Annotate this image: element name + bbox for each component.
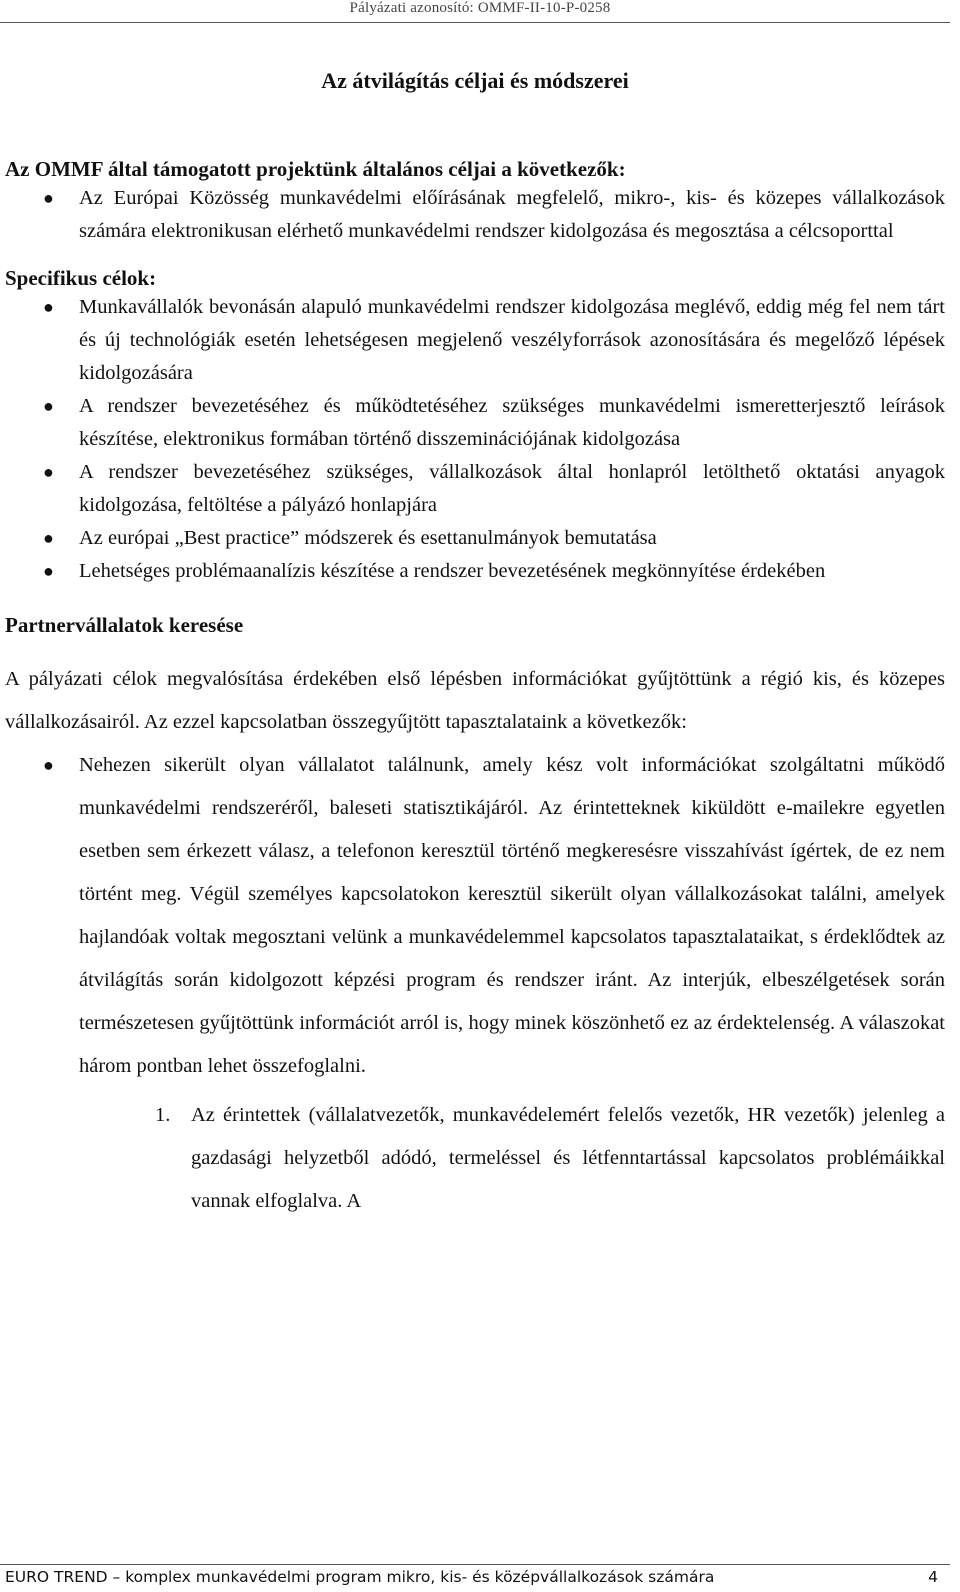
partner-search-heading: Partnervállalatok keresése	[5, 613, 244, 637]
bullet-icon: ●	[43, 297, 54, 317]
partner-findings-list	[5, 744, 945, 1088]
bullet-icon: ●	[43, 561, 54, 581]
list-item: ● Munkavállalók bevonásán alapuló munkavédelmi rendszer kidolgozása meglévő, eddig még fel nem tárt és új technológiák esetén lehetségesen megjelenő veszélyforrások azonosítására és megelőző lépések kidolgozására	[5, 291, 945, 390]
numbered-list	[5, 1094, 945, 1223]
bullet-icon: ●	[43, 396, 54, 416]
header-divider	[0, 22, 950, 23]
document-title: Az átvilágítás céljai és módszerei	[321, 68, 629, 93]
partner-intro-paragraph: A pályázati célok megvalósítása érdekében első lépésben információkat gyűjtöttünk a régió kis, és közepes vállalkozásairól. Az ezzel kapcsolatban összegyűjtött tapasztalataink a következők:	[5, 668, 945, 733]
page-number: 4	[928, 1568, 938, 1586]
bullet-icon: ●	[43, 462, 54, 482]
general-goals-list	[5, 182, 945, 248]
bullet-icon: ●	[43, 188, 54, 208]
item-number: 1.	[155, 1104, 171, 1126]
general-goals-heading: Az OMMF által támogatott projektünk általános céljai a következők:	[5, 157, 626, 181]
project-id: Pályázati azonosító: OMMF-II-10-P-0258	[349, 0, 611, 16]
page-footer	[0, 1564, 960, 1592]
list-item: ● Nehezen sikerült olyan vállalatot találnunk, amely kész volt információkat szolgáltatni működő munkavédelmi rendszeréről, baleseti statisztikájáról. Az érintetteknek kiküldött e-mailekre egyetlen esetben sem érkezett válasz, a telefonon keresztül történő megkeresésre visszahívást ígértek, de ez nem történt meg. Végül személyes kapcsolatokon keresztül sikerült olyan vállalkozásokat találni, amelyek hajlandóak voltak megosztani velünk a munkavédelemmel kapcsolatos tapasztalataikat, s érdeklődtek az átvilágítás során kidolgozott képzési program és rendszer iránt. Az interjúk, elbeszélgetések során természetesen gyűjtöttünk információt arról is, hogy minek köszönhető ez az érdektelenség. A válaszokat három pontban lehet összefoglalni.	[5, 744, 945, 1088]
specific-goals-list	[5, 291, 945, 588]
document-body	[5, 68, 945, 1223]
list-item: ● A rendszer bevezetéséhez szükséges, vállalkozások által honlapról letölthető oktatási anyagok kidolgozása, feltöltése a pályázó honlapjára	[5, 456, 945, 522]
bullet-icon: ●	[43, 528, 54, 548]
list-item: ● Az Európai Közösség munkavédelmi előírásának megfelelő, mikro-, kis- és közepes vállalkozások számára elektronikusan elérhető munkavédelmi rendszer kidolgozása és megosztása a célcsoporttal	[5, 182, 945, 248]
list-item: ● Az európai „Best practice” módszerek és esettanulmányok bemutatása	[5, 522, 945, 555]
numbered-item: 1. Az érintettek (vállalatvezetők, munkavédelemért felelős vezetők, HR vezetők) jelenleg a gazdasági helyzetből adódó, termeléssel és létfenntartással kapcsolatos problémáikkal vannak elfoglalva. A	[5, 1094, 945, 1223]
bullet-icon: ●	[43, 755, 54, 775]
list-item: ● A rendszer bevezetéséhez és működtetéséhez szükséges munkavédelmi ismeretterjesztő leírások készítése, elektronikus formában történő disszeminációjának kidolgozása	[5, 390, 945, 456]
list-item: ● Lehetséges problémaanalízis készítése a rendszer bevezetésének megkönnyítése érdekében	[5, 555, 945, 588]
specific-goals-heading: Specifikus célok:	[5, 266, 157, 290]
footer-title: EURO TREND – komplex munkavédelmi program mikro, kis- és középvállalkozások számára	[5, 1568, 715, 1586]
page-header	[0, 0, 960, 24]
footer-divider	[0, 1564, 950, 1565]
